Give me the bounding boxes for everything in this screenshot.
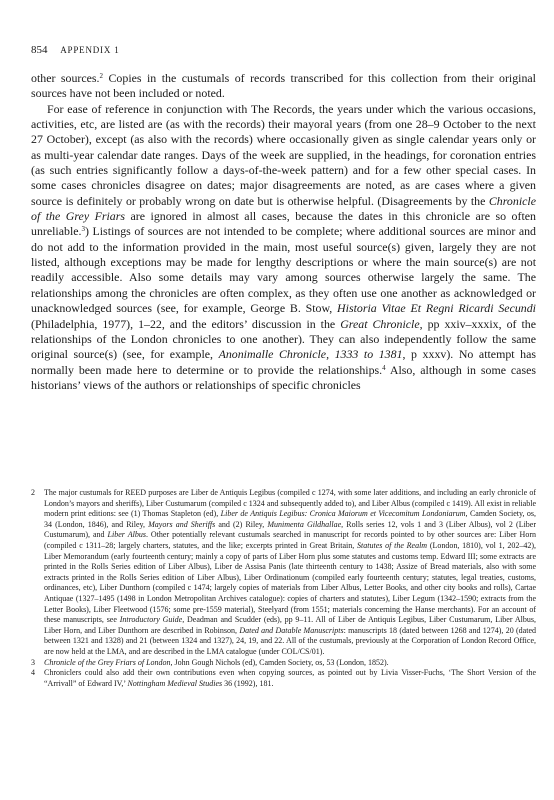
text-run: other sources. <box>31 71 100 85</box>
footnote-number: 4 <box>31 668 35 678</box>
text-run: : manuscripts 18 (dated between 1268 and 1274), 20 (dated between 1321 and 1328) and 21 (between 1324 and 1327), 24, 19, and 22. All of the custumals, previously at the Corporation of London Record Office, are now held at the LMA, and are described in the LMA catalogue (under COL/CS/01). <box>44 625 536 656</box>
italic-title: Nottingham Medieval Studies <box>127 678 223 688</box>
italic-title: Liber de Antiquis Legibus: Cronica Maiorum et Vicecomitum Londoniarum <box>220 509 466 519</box>
page-number: 854 <box>31 44 48 56</box>
text-run: , Rolls series 12, vols 1 and 3 (Liber Albus), vol 2 (Liber Custumarum), and <box>44 519 537 540</box>
text-run: (Philadelphia, 1977), 1–22, and the editors’ discussion in the <box>31 316 341 331</box>
footnote-3 <box>31 658 536 669</box>
text-run: The major custumals for REED purposes are Liber de Antiquis Legibus (compiled c 1274, with some later additions, and including an early chronicle of London’s mayors and sheriffs), Liber Custumarum (compiled c 1324 and subsequently added to), and Liber Albus (compiled c 1419). All exist in reliable modern print editions: see (1) Thomas Stapleton (ed), <box>44 488 536 519</box>
text-run: Also, although in some cases historians’ views of the authors or relationships of specific chronicles <box>31 362 536 392</box>
italic-title: Chronicle of the Grey Friars <box>31 193 536 224</box>
footnote-ref-3: 3 <box>81 225 86 234</box>
italic-title: Mayors and Sheriffs <box>148 519 216 529</box>
text-run: , pp xxiv–xxxix, of the relationships of the London chronicles to one another). They can also independently follow the same original source(s) (see, for example, <box>31 316 536 362</box>
italic-title: Munimenta Gildhallae <box>267 519 342 529</box>
text-run: Copies in the custumals of records transcribed for this collection from their original sources have not been included or noted. <box>31 71 536 101</box>
italic-title: Liber Albus <box>107 530 146 540</box>
italic-title: Chronicle of the Grey Friars of London <box>44 657 171 667</box>
main-text <box>31 71 536 393</box>
paragraph-1 <box>31 71 536 102</box>
text-run: are ignored in almost all cases, because the dates in this chronicle are so often unreliable. <box>31 209 536 239</box>
text-run: 36 (1992), 181. <box>222 678 274 688</box>
text-run: . Other potentially relevant custumals searched in manuscript for records pointed to by other sources are: Liber Horn (compiled c 1311–28; largely charters, statutes, and the like; excerpts printed in Great Britain, <box>44 530 536 550</box>
text-run: , Deadman and Scudder (eds), pp 9–11. All of Liber de Antiquis Legibus, Liber Custumarum, Liber Albus, Liber Horn, and Liber Dunthorn are described in Robinson, <box>44 615 536 635</box>
italic-title: Dated and Datable Manuscripts <box>239 625 344 635</box>
text-run: , p xxxv). No attempt has normally been made here to determine or to provide the relationships. <box>31 347 536 377</box>
footnote-4 <box>31 668 536 689</box>
text-run: , Camden Society, os, 34 (London, 1846), and Riley, <box>44 509 537 529</box>
text-run: (London, 1810), vol 1, 202–42), Liber Memorandum (early fourteenth century; mainly a copy of parts of Liber Horn plus some statutes and customs temp. Edward III; some extracts are printed in the Rolls Series edition of Liber Albus), Liber de Assisa Panis (late thirteenth century to 1438; Assize of Bread materials, also with some extracts printed in the Rolls Series edition of Liber Albus), Liber Ordinationum (compiled early fourteenth century; statutes, legal treaties, customs, ordinances, etc), Liber Dunthorn (compiled c 1474; largely copies of materials from Liber Albus, Letter Books, and other city books and rolls), Cartae Antiquae (1327–1495 (1498 in London Metropolitan Archives catalogue): copies of charters and statutes), Liber Legum (1342–1590; extracts from the Letter Books), Liber Fleetwood (1576; some pre-1559 material), Steelyard (from 1551; materials concerning the Hanse merchants). For an account of these manuscripts, see <box>44 540 537 625</box>
footnote-2 <box>31 488 536 658</box>
paragraph-2 <box>31 102 536 394</box>
page-header <box>31 44 120 56</box>
text-run: ) Listings of sources are not intended to be complete; where additional sources are minor and do not add to the information provided in the main, most useful source(s) given, largely they are not listed, although exceptions may be made for lengthy descriptions or where the main source(s) are not readily accessible. Also some details may vary among sources otherwise largely the same. The relationships among the chronicles are often complex, as they often use one another as acknowledged or unacknowledged sources (see, for example, George B. Stow, <box>31 224 536 316</box>
italic-title: Statutes of the Realm <box>357 540 428 550</box>
footnote-ref-2: 2 <box>99 72 104 80</box>
text-run: For ease of reference in conjunction with The Records, the years under which the various occasions, activities, etc, are listed are (as with the records) their mayoral years (from one 28–9 October to the next 27 October), except (as also with the records) where occasionally given as single calendar years only or as multi-year calendar date ranges. Days of the week are supplied, in the headings, for coronation entries (as such entries significantly follow a days-of-the-week pattern) and for a few other special cases. In some cases chronicles disagree on dates; major disagreements are noted, as are cases where a given source is definitely or probably wrong on date but is otherwise helpful. (Disagreements by the <box>31 101 536 208</box>
text-run: , John Gough Nichols (ed), Camden Society, os, 53 (London, 1852). <box>170 657 389 667</box>
text-run: Chroniclers could also add their own contributions even when copying sources, as pointed out by Livia Visser-Fuchs, ‘The Short Version of the “Arrivall” of Edward IV,’ <box>44 668 536 688</box>
running-title: APPENDIX 1 <box>60 45 120 55</box>
text-run: and (2) Riley, <box>215 519 268 529</box>
italic-title: Anonimalle Chronicle, 1333 to 1381 <box>218 347 403 362</box>
footnote-number: 3 <box>31 657 35 667</box>
footnote-number: 2 <box>31 488 35 497</box>
footnote-ref-4: 4 <box>382 363 386 372</box>
footnotes <box>31 488 536 689</box>
italic-title: Great Chronicle <box>340 316 420 331</box>
italic-title: Introductory Guide <box>119 615 183 625</box>
italic-title: Historia Vitae Et Regni Ricardi Secundi <box>337 301 536 316</box>
